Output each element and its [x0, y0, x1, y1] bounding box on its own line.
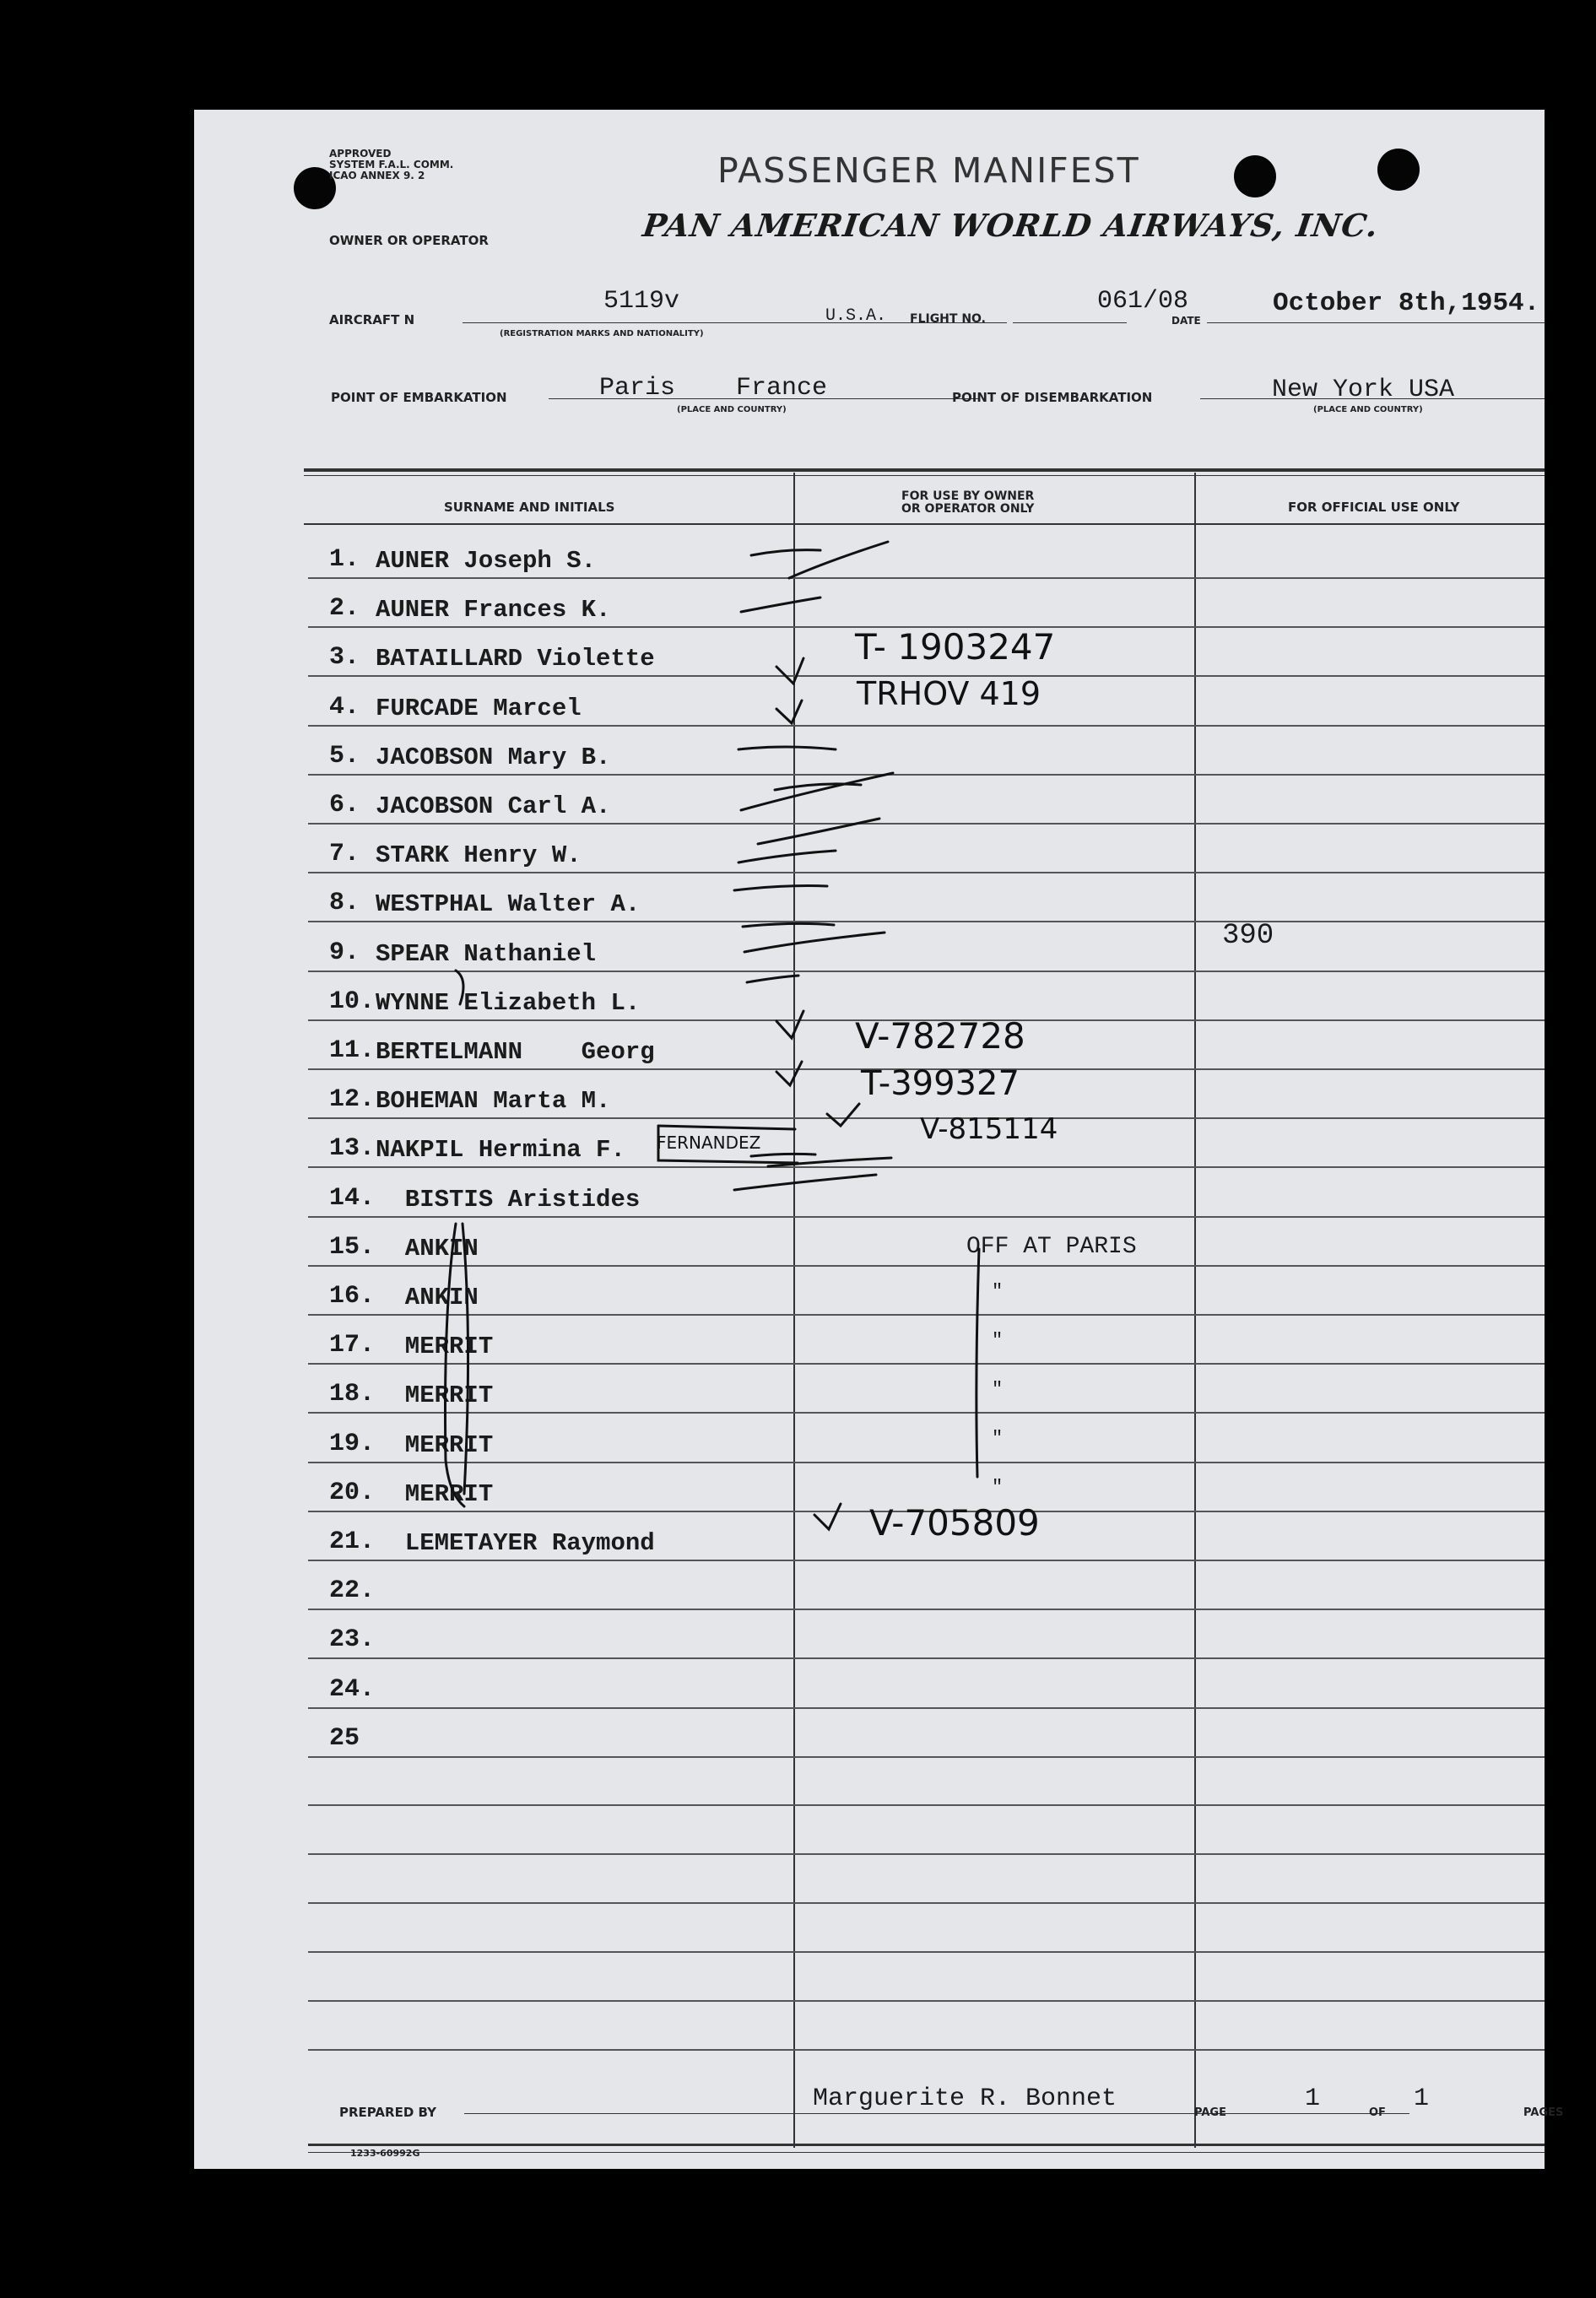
row-number-19: 19.: [329, 1429, 376, 1458]
passenger-name-19: MERRIT: [376, 1430, 494, 1459]
passenger-name-13: NAKPIL Hermina F.: [376, 1136, 625, 1165]
owner-note-19: ": [992, 1428, 1004, 1449]
row-number-8: 8.: [329, 889, 360, 918]
disembarkation-value: New York USA: [1272, 376, 1455, 404]
row-number-13: 13.: [329, 1134, 376, 1164]
row-number-10: 10.: [329, 987, 376, 1016]
column-header-owner-use-2: OR OPERATOR ONLY: [901, 502, 1035, 516]
embarkation-value: Paris France: [599, 374, 828, 403]
prepared-by-value: Marguerite R. Bonnet: [813, 2084, 1117, 2113]
row-number-5: 5.: [329, 741, 360, 771]
pages-label: PAGES: [1523, 2106, 1564, 2119]
owner-note-12: T-399327: [861, 1064, 1020, 1103]
row-number-7: 7.: [329, 840, 360, 869]
airline-name: PAN AMERICAN WORLD AIRWAYS, INC.: [640, 207, 1382, 244]
official-note-9: 390: [1222, 920, 1274, 952]
approved-line-1: APPROVED: [329, 148, 392, 160]
row-number-17: 17.: [329, 1331, 376, 1360]
form-code: 1233-60992G: [350, 2148, 420, 2159]
aircraft-label: AIRCRAFT N: [329, 312, 415, 327]
passenger-name-7: STARK Henry W.: [376, 841, 582, 870]
row-number-18: 18.: [329, 1380, 376, 1409]
owner-note-18: ": [992, 1379, 1004, 1400]
row-number-14: 14.: [329, 1183, 376, 1213]
passenger-name-8: WESTPHAL Walter A.: [376, 890, 641, 919]
passenger-name-18: MERRIT: [376, 1382, 494, 1410]
margin-note-13: FERNANDEZ: [657, 1133, 761, 1153]
passenger-name-6: JACOBSON Carl A.: [376, 792, 611, 820]
row-number-11: 11.: [329, 1036, 376, 1065]
passenger-name-3: BATAILLARD Violette: [376, 645, 655, 673]
column-header-official-use: FOR OFFICIAL USE ONLY: [1288, 500, 1460, 515]
owner-note-4: TRHOV 419: [857, 675, 1041, 712]
country-label: U.S.A.: [825, 306, 887, 326]
row-number-25: 25: [329, 1723, 360, 1753]
prepared-by-label: PREPARED BY: [339, 2105, 436, 2120]
manifest-sheet: [194, 110, 1564, 2169]
row-number-3: 3.: [329, 643, 360, 673]
passenger-name-15: ANKIN: [376, 1234, 479, 1263]
row-number-9: 9.: [329, 938, 360, 967]
owner-note-20: ": [992, 1477, 1004, 1498]
passenger-name-20: MERRIT: [376, 1479, 494, 1508]
row-number-20: 20.: [329, 1478, 376, 1507]
row-number-1: 1.: [329, 545, 360, 574]
owner-note-21: V-705809: [869, 1502, 1040, 1544]
owner-note-11: V-782728: [855, 1015, 1025, 1057]
row-number-24: 24.: [329, 1674, 376, 1704]
row-number-22: 22.: [329, 1576, 376, 1606]
passenger-name-5: JACOBSON Mary B.: [376, 743, 611, 771]
column-header-names: SURNAME AND INITIALS: [444, 500, 615, 515]
owner-note-15: OFF AT PARIS: [966, 1234, 1137, 1260]
disembarkation-label: POINT OF DISEMBARKATION: [952, 390, 1153, 405]
embarkation-sub-label: (PLACE AND COUNTRY): [677, 405, 787, 414]
passenger-name-9: SPEAR Nathaniel: [376, 939, 597, 968]
disembarkation-sub-label: (PLACE AND COUNTRY): [1313, 405, 1423, 414]
page-title: PASSENGER MANIFEST: [717, 150, 1140, 191]
passenger-name-14: BISTIS Aristides: [376, 1185, 641, 1214]
date-label: DATE: [1171, 315, 1201, 327]
owner-note-16: ": [992, 1281, 1004, 1302]
page-total: 1: [1414, 2084, 1430, 2113]
passenger-name-17: MERRIT: [376, 1333, 494, 1361]
row-number-21: 21.: [329, 1527, 376, 1556]
row-number-6: 6.: [329, 791, 360, 819]
passenger-name-11: BERTELMANN Georg: [376, 1038, 655, 1066]
row-number-15: 15.: [329, 1232, 376, 1262]
row-number-4: 4.: [329, 692, 360, 722]
owner-operator-label: OWNER OR OPERATOR: [329, 233, 489, 248]
row-number-16: 16.: [329, 1282, 376, 1311]
aircraft-sub-label: (REGISTRATION MARKS AND NATIONALITY): [500, 329, 704, 338]
owner-note-13: V-815114: [920, 1112, 1058, 1146]
aircraft-number: 5119v: [603, 287, 680, 316]
page-label: PAGE: [1194, 2106, 1226, 2119]
embarkation-label: POINT OF EMBARKATION: [331, 390, 507, 405]
handwritten-marks: [194, 110, 1545, 2169]
flight-number: 061/08: [1097, 287, 1189, 316]
owner-note-3: T- 1903247: [855, 626, 1056, 668]
row-number-12: 12.: [329, 1085, 376, 1115]
row-number-2: 2.: [329, 594, 360, 624]
approved-line-3: ICAO ANNEX 9. 2: [329, 170, 425, 181]
flight-date: October 8th,1954.: [1273, 289, 1540, 318]
page-number: 1: [1305, 2084, 1321, 2113]
passenger-name-16: ANKIN: [376, 1284, 479, 1311]
passenger-name-4: FURCADE Marcel: [376, 694, 582, 722]
flight-label: FLIGHT NO.: [910, 312, 986, 326]
passenger-name-10: WYNNE Elizabeth L.: [376, 988, 641, 1017]
passenger-name-2: AUNER Frances K.: [376, 596, 611, 625]
approved-line-2: SYSTEM F.A.L. COMM.: [329, 159, 454, 170]
of-label: OF: [1369, 2106, 1386, 2119]
owner-note-17: ": [992, 1330, 1004, 1351]
passenger-name-1: AUNER Joseph S.: [376, 547, 597, 575]
column-header-owner-use-1: FOR USE BY OWNER: [901, 489, 1035, 503]
row-number-23: 23.: [329, 1625, 376, 1655]
passenger-name-21: LEMETAYER Raymond: [376, 1529, 655, 1557]
passenger-name-12: BOHEMAN Marta M.: [376, 1087, 611, 1116]
